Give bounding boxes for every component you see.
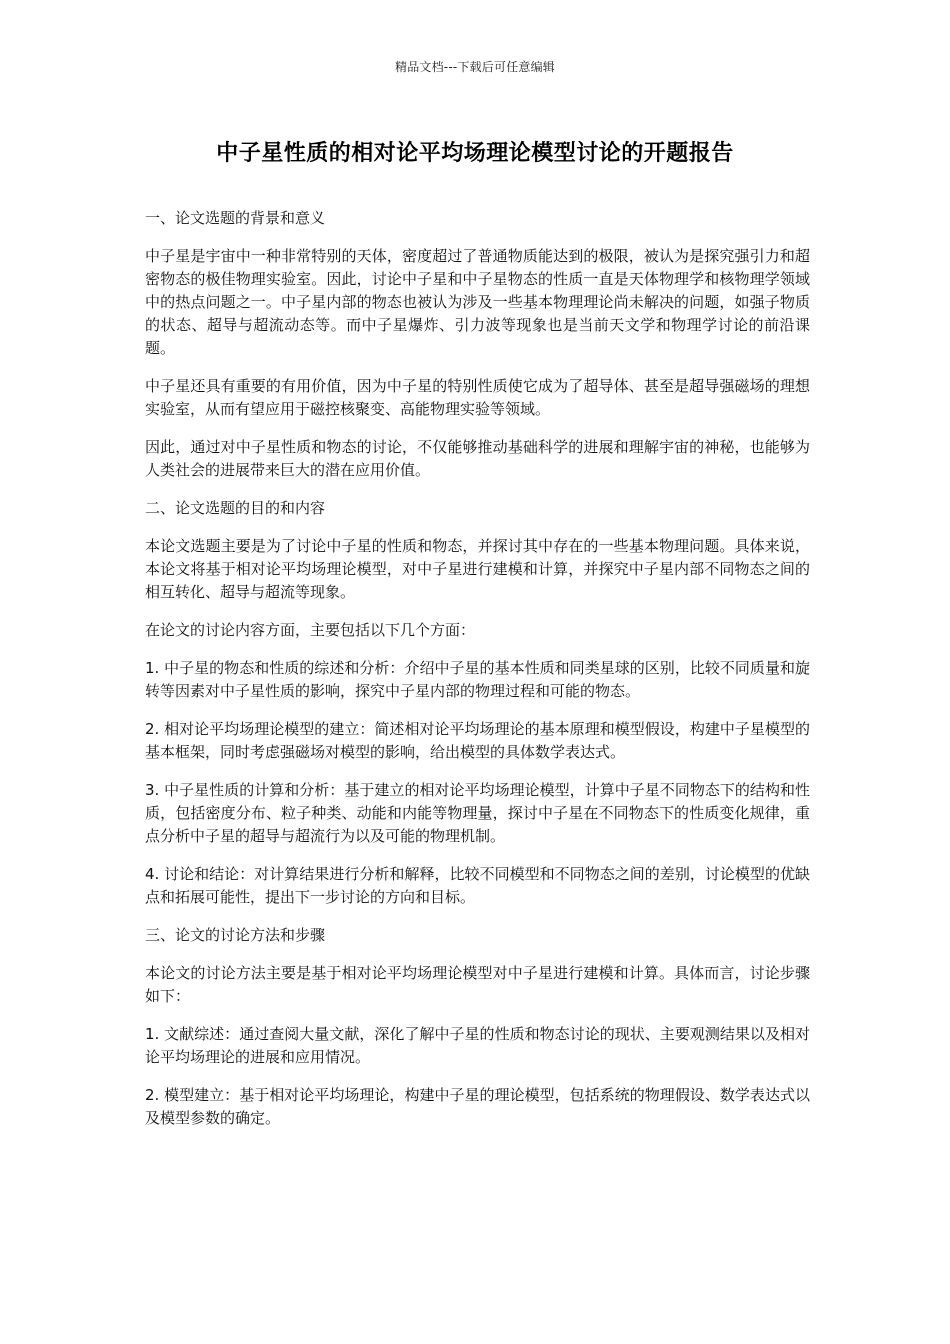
list-item: 2. 相对论平均场理论模型的建立：简述相对论平均场理论的基本原理和模型假设，构建中子星模型的基本框架，同时考虑强磁场对模型的影响，给出模型的具体数学表达式。 bbox=[145, 720, 810, 761]
section-heading: 二、论文选题的目的和内容 bbox=[145, 499, 326, 517]
list-item: 3. 中子星性质的计算和分析：基于建立的相对论平均场理论模型，计算中子星不同物态下的结构和性质，包括密度分布、粒子种类、动能和内能等物理量，探讨中子星在不同物态下的性质变化规律，重点分析中子星的超导与超流行为以及可能的物理机制。 bbox=[145, 781, 810, 845]
paragraph: 本论文的讨论方法主要是基于相对论平均场理论模型对中子星进行建模和计算。具体而言，讨论步骤如下： bbox=[145, 964, 810, 1005]
document-body bbox=[145, 207, 810, 1145]
section-heading: 一、论文选题的背景和意义 bbox=[145, 209, 326, 227]
paragraph: 本论文选题主要是为了讨论中子星的性质和物态，并探讨其中存在的一些基本物理问题。具体来说，本论文将基于相对论平均场理论模型，对中子星进行建模和计算，并探究中子星内部不同物态之间的相互转化、超导与超流等现象。 bbox=[145, 537, 810, 601]
list-item: 4. 讨论和结论：对计算结果进行分析和解释，比较不同模型和不同物态之间的差别，讨论模型的优缺点和拓展可能性，提出下一步讨论的方向和目标。 bbox=[145, 865, 810, 906]
paragraph: 因此，通过对中子星性质和物态的讨论，不仅能够推动基础科学的进展和理解宇宙的神秘，也能够为人类社会的进展带来巨大的潜在应用价值。 bbox=[145, 438, 810, 479]
list-item: 1. 文献综述：通过查阅大量文献，深化了解中子星的性质和物态讨论的现状、主要观测结果以及相对论平均场理论的进展和应用情况。 bbox=[145, 1025, 810, 1066]
paragraph: 中子星还具有重要的有用价值，因为中子星的特别性质使它成为了超导体、甚至是超导强磁场的理想实验室，从而有望应用于磁控核聚变、高能物理实验等领域。 bbox=[145, 377, 810, 418]
document-title: 中子星性质的相对论平均场理论模型讨论的开题报告 bbox=[216, 141, 734, 166]
list-item: 1. 中子星的物态和性质的综述和分析：介绍中子星的基本性质和同类星球的区别，比较不同质量和旋转等因素对中子星性质的影响，探究中子星内部的物理过程和可能的物态。 bbox=[145, 659, 810, 700]
section-heading: 三、论文的讨论方法和步骤 bbox=[145, 926, 326, 944]
list-item: 2. 模型建立：基于相对论平均场理论，构建中子星的理论模型，包括系统的物理假设、数学表达式以及模型参数的确定。 bbox=[145, 1086, 810, 1127]
paragraph: 中子星是宇宙中一种非常特别的天体，密度超过了普通物质能达到的极限，被认为是探究强引力和超密物态的极佳物理实验室。因此，讨论中子星和中子星物态的性质一直是天体物理学和核物理学领域中的热点问题之一。中子星内部的物态也被认为涉及一些基本物理理论尚未解决的问题，如强子物质的状态、超导与超流动态等。而中子星爆炸、引力波等现象也是当前天文学和物理学讨论的前沿课题。 bbox=[145, 247, 810, 357]
paragraph: 在论文的讨论内容方面，主要包括以下几个方面： bbox=[145, 621, 476, 639]
header-note: 精品文档---下载后可任意编辑 bbox=[395, 60, 555, 74]
